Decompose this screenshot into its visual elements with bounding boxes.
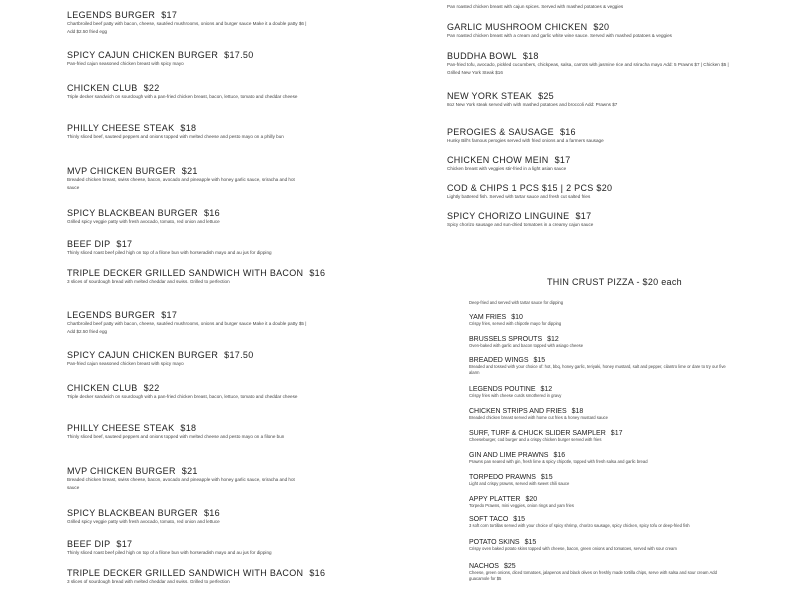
menu-item-title [67,10,307,20]
menu-item-name: SOFT TACO [469,516,509,523]
menu-item-description: Breaded chicken breast, swiss cheese, bacon, avocado and pineapple with honey garlic sauce, sriracha and hot sauce [67,477,295,490]
intro-text: Pan roasted chicken breast with cajun spices. Served with mashed potatoes & veggies [447,4,624,9]
menu-item [469,300,731,306]
menu-item-price: $17 [116,539,133,549]
menu-item-name: BUDDHA BOWL [447,51,517,61]
menu-item-description: Thinly sliced beef, sauteed peppers and onions topped with melted cheese and pesto mayo on a philly bun [67,134,284,139]
menu-item-title [469,408,731,415]
menu-item-title [447,127,737,137]
menu-item [67,539,307,557]
menu-item-name: GARLIC MUSHROOM CHICKEN [447,22,588,32]
menu-item-name: CHICKEN CLUB [67,383,138,393]
menu-item-price: $15 [540,474,553,481]
menu-item-name: PHILLY CHEESE STEAK [67,423,175,433]
menu-item-name: LEGENDS POUTINE [469,386,536,393]
menu-item-name: CHICKEN STRIPS AND FRIES [469,408,567,415]
menu-item-description: Breaded chicken breast, swiss cheese, bacon, avocado and pineapple with honey garlic sauce, sriracha and hot sauce [67,177,295,190]
menu-item-title [469,563,731,570]
menu-item-name: COD & CHIPS 1 PCS $15 | 2 PCS $20 [447,183,613,193]
menu-item-name: PEROGIES & SAUSAGE [447,127,554,137]
menu-item-price: $25 [503,563,516,570]
menu-item-title [67,568,326,578]
menu-item-price: $20 [593,22,610,32]
menu-item [67,166,307,191]
menu-item-price: $21 [181,166,198,176]
menu-item [67,508,307,526]
menu-item-price: $17 [575,211,592,221]
menu-item-description: Thinly sliced beef, sauteed peppers and onions topped with melted cheese and pesto mayo on a filone bun [67,434,285,439]
menu-item-title [67,423,307,433]
menu-item-description: Light and crispy prawns, served with sweet chili sauce [469,481,570,486]
menu-item-price: $17.50 [224,50,254,60]
menu-item-price: $16 [559,127,576,137]
menu-item-name: BEEF DIP [67,239,111,249]
menu-item-price: $18 [522,51,539,61]
menu-item-description: Pan-fried cajun seasoned chicken breast with spicy mayo [67,361,184,366]
menu-item-description: Breaded and tossed with your choice of: hot, bbq, honey garlic, teriyaki, honey mustard, salt and pepper, cilantro lime or dare to try our five alarm [469,364,726,375]
menu-item [67,423,307,441]
menu-item-name: CHICKEN CLUB [67,83,138,93]
menu-item-description: Breaded chicken breast served with home cut fries & honey mustard sauce [469,415,608,420]
menu-item-title [469,474,731,481]
menu-item-name: TRIPLE DECKER GRILLED SANDWICH WITH BACON [67,568,304,578]
menu-item-price: $17.50 [224,350,254,360]
menu-item-name: TORPEDO PRAWNS [469,474,536,481]
menu-item-price: $16 [203,508,220,518]
menu-item [447,22,737,40]
menu-item-title [447,183,737,193]
menu-item-price: $16 [553,452,566,459]
menu-item-title [67,239,307,249]
menu-item-description: Lightly battered fish. Served with tartar sauce and fresh cut salted fries [447,194,591,199]
menu-item-description: Spicy chorizo sausage and sun-dried tomatoes in a creamy cajun sauce [447,222,594,227]
menu-item-name: PHILLY CHEESE STEAK [67,123,175,133]
menu-item-description: Cheese, green onions, diced tomatoes, jalapenos and black olives on freshly made tortilla chips, serve with salsa and sour cream Add guacamole for $5 [469,570,717,581]
menu-item-name: BRUSSELS SPROUTS [469,336,543,343]
menu-item-name: YAM FRIES [469,314,507,321]
menu-item [469,516,731,529]
menu-item-price: $18 [180,123,197,133]
menu-item-price: $16 [309,568,326,578]
menu-item-price: $16 [309,268,326,278]
menu-item-description: Thinly sliced roast beef piled high on top of a filone bun with horseradish mayo and au jus for dipping [67,250,272,255]
menu-item-description: Pan-fried cajun seasoned chicken breast with spicy mayo [67,61,184,66]
menu-item [67,383,307,401]
menu-item-name: GIN AND LIME PRAWNS [469,452,549,459]
menu-item-title [67,166,307,176]
menu-item-description: Deep-fried and served with tartar sauce for dipping [469,300,564,305]
menu-item-price: $12 [540,386,553,393]
menu-item-description: Crispy fries with cheese curds smothered in gravy [469,393,562,398]
menu-item [67,310,307,335]
menu-item-title [67,383,307,393]
menu-item [469,474,731,487]
menu-item-description: 3 soft corn tortillas served with your choice of spicy shrimp, chorizo sausage, spicy chicken, spicy tofu or deep-fried fish [469,523,690,528]
menu-item [67,10,307,35]
menu-item-title [469,336,731,343]
menu-item-price: $17 [161,10,178,20]
menu-item-description: Crispy oven baked potato skins topped with cheese, bacon, green onions and tomatoes, served with sour cream [469,546,677,551]
menu-item-description: Prawns pan seared with gin, fresh lime & spicy chipotle, topped with fresh salsa and garlic bread [469,459,648,464]
menu-item-name: NACHOS [469,563,499,570]
menu-item [447,155,737,173]
menu-item-name: BREADED WINGS [469,357,529,364]
menu-item-title [67,508,307,518]
menu-item-description: Triple decker sandwich on sourdough with a pan-fried chicken breast, bacon, lettuce, tomato and cheddar cheese [67,94,298,99]
menu-item-description: Thinly sliced roast beef piled high on top of a filone bun with horseradish mayo and au jus for dipping [67,550,272,555]
menu-item-name: SPICY CHORIZO LINGUINE [447,211,570,221]
menu-item-price: $17 [161,310,178,320]
menu-item-description: Crispy fries, served with chipotle mayo for dipping [469,321,562,326]
menu-item-title [447,51,737,61]
menu-item [67,83,307,101]
menu-item [469,496,731,509]
menu-item-title [469,357,731,364]
menu-item-description: Cheeseburger, cod burger and a crispy chicken burger served with fries [469,437,602,442]
menu-item-title [447,211,737,221]
menu-item-name: SPICY BLACKBEAN BURGER [67,208,198,218]
right-column-top [447,0,747,295]
menu-item [469,314,731,327]
menu-item [469,563,731,582]
menu-item [67,268,326,286]
menu-item-price: $22 [143,383,160,393]
menu-item-price: $15 [513,516,525,523]
menu-item-name: TRIPLE DECKER GRILLED SANDWICH WITH BACON [67,268,304,278]
menu-item [447,127,737,145]
menu-item [67,350,307,368]
menu-item [447,91,737,109]
menu-item-description: Chicken breast with veggies stir-fried in a light asian sauce [447,166,567,171]
menu-item-description: 8oz New York steak served with with mashed potatoes and broccoli Add: Prawns $7 [447,102,618,107]
menu-item [447,51,737,76]
menu-item-price: $15 [533,357,546,364]
menu-item-title [469,539,731,546]
menu-item-title [67,208,307,218]
menu-item-price: $21 [181,466,198,476]
menu-item-description: Pan-fried tofu, avocado, pickled cucumbers, chickpeas, salsa, carrots with jasmine rice and sriracha mayo Add: 5 Prawns $7 | Chicken $5 | Grilled New York Steak $16 [447,62,729,75]
menu-item [469,386,731,399]
menu-item-description: Torpedo Prawns, mini veggies, onion rings and yam fries [469,503,574,508]
menu-item [469,539,731,552]
menu-item [67,568,326,586]
menu-item-name: POTATO SKINS [469,539,520,546]
menu-item-description: Chartbroiled beef patty with bacon, cheese, sautéed mushrooms, onions and burger sauce Make it a double patty $6 | Add $2.50 fried egg [67,21,307,34]
menu-item [67,123,307,141]
menu-item-title [469,386,731,393]
menu-item [469,408,731,421]
left-column-top [67,0,326,295]
menu-item [447,211,737,229]
menu-item-name: LEGENDS BURGER [67,10,156,20]
menu-item-description: Chartbroiled beef patty with bacon, cheese, sautéed mushrooms, onions and burger sauce Make it a double patty $5 | Add $2.50 fried egg [67,321,307,334]
menu-item-title [67,350,307,360]
menu-item-price: $18 [180,423,197,433]
menu-item-price: $12 [547,336,559,343]
menu-item-title [67,83,307,93]
pizza-heading: THIN CRUST PIZZA - $20 each [547,277,682,287]
menu-item-name: SURF, TURF & CHUCK SLIDER SAMPLER [469,430,606,437]
menu-item-title [469,496,731,503]
menu-item-description: Grilled spicy veggie patty with fresh avocado, tomato, red onion and lettuce [67,519,220,524]
menu-item-name: SPICY BLACKBEAN BURGER [67,508,198,518]
menu-item-description: 3 slices of sourdough bread with melted cheddar and swiss. Grilled to perfection [67,279,230,284]
menu-item-name: MVP CHICKEN BURGER [67,166,176,176]
menu-item-title [67,466,307,476]
menu-item-price: $10 [511,314,523,321]
menu-item-title [67,310,307,320]
menu-item-title [469,430,731,437]
menu-item [67,50,307,68]
menu-item-title [67,268,326,278]
menu-item-price: $17 [554,155,571,165]
menu-item [447,183,737,201]
menu-item-title [447,155,737,165]
menu-item-title [447,91,737,101]
menu-item-description: Hunky Bill's famous perogies served with fried onions and a farmers sausage [447,138,604,143]
menu-item-name: MVP CHICKEN BURGER [67,466,176,476]
menu-item-price: $22 [143,83,160,93]
menu-item-name: NEW YORK STEAK [447,91,533,101]
menu-item [469,357,731,376]
menu-item-price: $15 [524,539,537,546]
menu-item-name: LEGENDS BURGER [67,310,156,320]
menu-item-title [67,50,307,60]
menu-item-description: Pan roasted chicken breast with a cream and garlic white wine sauce. Served with mashed potatoes & veggies [447,33,672,38]
menu-item-description: Oven-baked with garlic and bacon topped with asiago cheese [469,343,584,348]
menu-item [469,452,731,465]
menu-item-description: Triple decker sandwich on sourdough with a pan-fried chicken breast, bacon, lettuce, tomato and cheddar cheese [67,394,298,399]
right-column-bottom [469,300,731,600]
menu-item-price: $25 [538,91,554,101]
menu-item [469,336,731,349]
menu-item-description: Grilled spicy veggie patty with fresh avocado, tomato, red onion and lettuce [67,219,220,224]
menu-item-name: SPICY CAJUN CHICKEN BURGER [67,50,219,60]
menu-item-title [469,516,731,523]
menu-item-price: $17 [116,239,133,249]
menu-item-title [469,314,731,321]
menu-item-title [447,22,737,32]
menu-item-price: $17 [610,430,623,437]
menu-item-price: $20 [525,496,538,503]
menu-item-title [67,123,307,133]
menu-item-name: BEEF DIP [67,539,111,549]
menu-item [67,208,307,226]
menu-item-name: SPICY CAJUN CHICKEN BURGER [67,350,219,360]
menu-item [469,430,731,443]
menu-item-price: $18 [571,408,584,415]
menu-item [67,466,307,491]
menu-item-price: $16 [203,208,220,218]
menu-item-title [67,539,307,549]
menu-item-title [469,452,731,459]
menu-item [67,239,307,257]
menu-item-name: APPY PLATTER [469,496,521,503]
menu-item-name: CHICKEN CHOW MEIN [447,155,549,165]
left-column-bottom [67,300,326,600]
menu-item-description: 3 slices of sourdough bread with melted cheddar and swiss. Grilled to perfection [67,579,230,584]
